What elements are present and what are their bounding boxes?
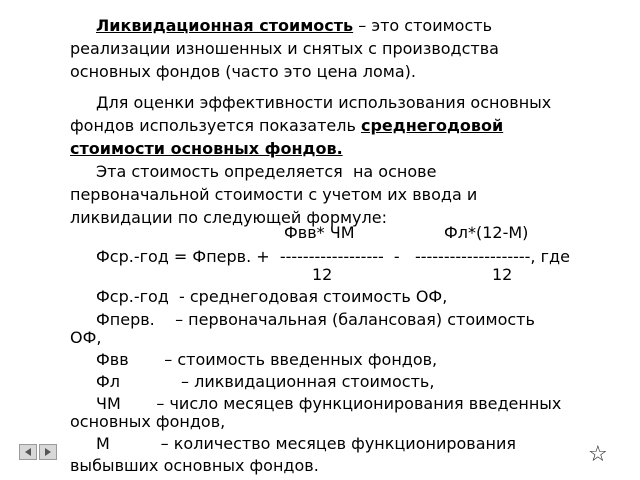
symbol: М — [96, 434, 110, 453]
definition-months-introduced — [96, 395, 561, 413]
paragraph-3-line-2: первоначальной стоимости с учетом их ввода и — [70, 185, 478, 204]
formula-denominator-1: 12 — [312, 265, 333, 284]
definition-months-retired-cont: выбывших основных фондов. — [70, 456, 319, 475]
paragraph-3-line-3: ликвидации по следующей формуле: — [70, 208, 387, 227]
paragraph-1-line-1 — [96, 17, 492, 35]
definition-months-introduced-cont: основных фондов, — [70, 412, 226, 431]
paragraph-3-line-1: Эта стоимость определяется на основе — [96, 162, 437, 181]
formula-denominator-2: 12 — [492, 265, 513, 284]
definition-liquidation — [96, 373, 434, 391]
symbol: Фср.-год — [96, 287, 169, 306]
definition-text: – количество месяцев функционирования — [109, 434, 517, 453]
symbol: Фвв — [96, 350, 129, 369]
term-fixed-assets-value: стоимости основных фондов. — [70, 139, 343, 158]
definition-text: – первоначальная (балансовая) стоимость — [154, 310, 535, 329]
star-icon[interactable]: ☆ — [588, 442, 608, 467]
paragraph-1-line-3: основных фондов (часто это цена лома). — [70, 62, 416, 81]
definition-initial — [96, 311, 535, 329]
paragraph-1-line-2: реализации изношенных и снятых с производства — [70, 39, 499, 58]
term-liquidation-value: Ликвидационная стоимость — [96, 16, 354, 35]
paragraph-2-line-1: Для оценки эффективности использования основных — [96, 93, 552, 112]
term-average-annual: среднегодовой — [360, 116, 504, 135]
definition-text: – число месяцев функционирования введенных — [120, 394, 562, 413]
formula-main: Фср.-год = Фперв. + ------------------ - --------------------, где — [96, 247, 570, 266]
definition-months-retired — [96, 435, 516, 453]
symbol: ЧМ — [96, 394, 121, 413]
definition-text: - среднегодовая стоимость ОФ, — [168, 287, 448, 306]
text: – это стоимость — [353, 16, 492, 35]
definition-avg-annual — [96, 288, 447, 306]
paragraph-2-line-2 — [70, 117, 503, 135]
prev-slide-button[interactable] — [19, 444, 37, 460]
symbol: Фперв. — [96, 310, 155, 329]
slide-navigation — [19, 444, 57, 460]
text: фондов используется показатель — [70, 116, 361, 135]
formula-numerator-1: Фвв* ЧМ — [284, 223, 355, 242]
definition-text: – ликвидационная стоимость, — [120, 372, 435, 391]
arrow-left-icon — [23, 447, 33, 457]
next-slide-button[interactable] — [39, 444, 57, 460]
formula-numerator-2: Фл*(12-М) — [444, 223, 529, 242]
definition-text: – стоимость введенных фондов, — [128, 350, 438, 369]
arrow-right-icon — [43, 447, 53, 457]
paragraph-2-line-3 — [70, 140, 343, 158]
definition-initial-cont: ОФ, — [70, 328, 102, 347]
definition-introduced — [96, 351, 437, 369]
symbol: Фл — [96, 372, 120, 391]
